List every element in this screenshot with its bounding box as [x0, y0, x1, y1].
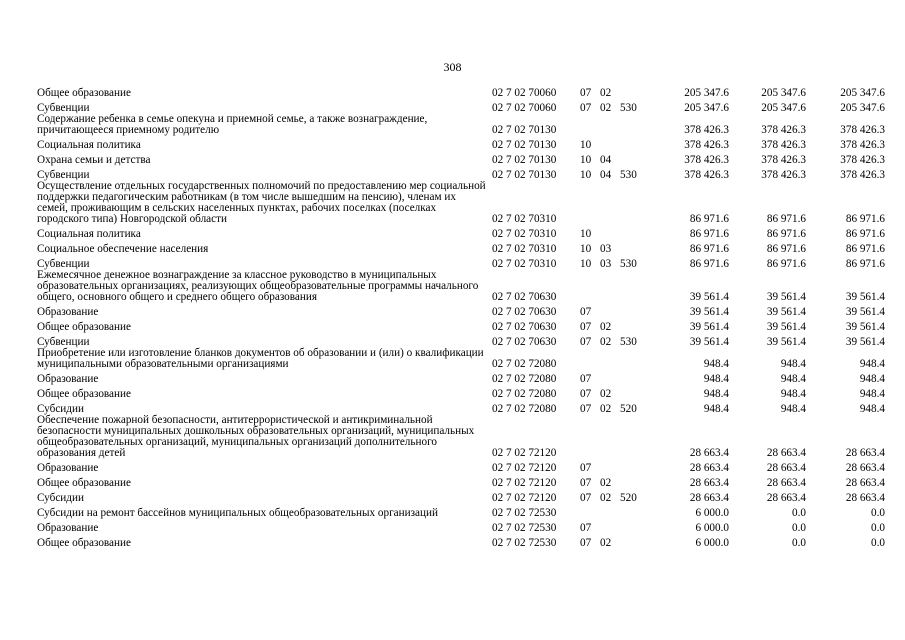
target-article-code: 02 7 02 70310 — [492, 243, 557, 255]
section-code: 07 — [580, 477, 592, 489]
subsection-code — [600, 225, 620, 240]
amount-year-1: 948.4 — [703, 373, 729, 385]
expense-type-code — [620, 114, 650, 136]
target-article-code: 02 7 02 70060 — [492, 87, 557, 99]
table-row — [37, 166, 885, 181]
section-code: 07 — [580, 373, 592, 385]
amount-year-2: 39 561.4 — [766, 321, 806, 333]
subsection-code: 02 — [600, 321, 612, 333]
subsection-code: 02 — [600, 537, 612, 549]
section-code: 07 — [580, 102, 592, 114]
row-name: Социальное обеспечение населения — [37, 243, 209, 255]
table-row — [37, 255, 885, 270]
expense-type-code: 520 — [620, 492, 637, 504]
amount-year-3: 205 347.6 — [840, 102, 885, 114]
table-row — [37, 114, 885, 136]
row-name: Общее образование — [37, 87, 131, 99]
table-row — [37, 333, 885, 348]
amount-year-2: 86 971.6 — [766, 228, 806, 240]
amount-year-1: 39 561.4 — [689, 336, 729, 348]
target-article-code: 02 7 02 70130 — [492, 124, 557, 136]
row-name: Обеспечение пожарной безопасности, антитеррористической и антикриминальной безопасности муниципальных дошкольных образовательных организаций, муниципальных общеобразовательных организаций, муниципальных организаций дополнительного образования детей — [37, 414, 475, 459]
row-name: Общее образование — [37, 388, 131, 400]
amount-year-2: 378 426.3 — [761, 139, 806, 151]
section-code — [580, 415, 600, 459]
amount-year-2: 378 426.3 — [761, 154, 806, 166]
expense-type-code — [620, 303, 650, 318]
expense-type-code — [620, 181, 650, 225]
section-code — [580, 270, 600, 303]
amount-year-3: 39 561.4 — [845, 306, 885, 318]
section-code: 10 — [580, 228, 592, 240]
row-name: Субвенции — [37, 258, 90, 270]
table-row — [37, 348, 885, 370]
table-row — [37, 459, 885, 474]
row-name: Ежемесячное денежное вознаграждение за классное руководство в муниципальных образовательных организациях, реализующих общеобразовательные программы начального общего, основного общего и среднего общего образования — [37, 269, 479, 303]
amount-year-1: 86 971.6 — [689, 213, 729, 225]
amount-year-1: 39 561.4 — [689, 291, 729, 303]
target-article-code: 02 7 02 72530 — [492, 507, 557, 519]
subsection-code: 04 — [600, 154, 612, 166]
expense-type-code — [620, 534, 650, 549]
amount-year-3: 28 663.4 — [845, 492, 885, 504]
amount-year-1: 205 347.6 — [684, 87, 729, 99]
target-article-code: 02 7 02 70130 — [492, 169, 557, 181]
amount-year-1: 378 426.3 — [684, 139, 729, 151]
amount-year-2: 86 971.6 — [766, 243, 806, 255]
row-name: Субвенции — [37, 336, 90, 348]
subsection-code — [600, 136, 620, 151]
expense-type-code — [620, 385, 650, 400]
expense-type-code — [620, 270, 650, 303]
table-row — [37, 151, 885, 166]
row-name: Образование — [37, 306, 99, 318]
amount-year-2: 39 561.4 — [766, 336, 806, 348]
expense-type-code — [620, 415, 650, 459]
amount-year-1: 6 000.0 — [695, 507, 729, 519]
amount-year-3: 28 663.4 — [845, 462, 885, 474]
amount-year-3: 948.4 — [859, 388, 885, 400]
expense-type-code — [620, 225, 650, 240]
row-name: Образование — [37, 522, 99, 534]
table-row — [37, 504, 885, 519]
target-article-code: 02 7 02 70630 — [492, 306, 557, 318]
section-code: 07 — [580, 522, 592, 534]
row-name: Субсидии на ремонт бассейнов муниципальных общеобразовательных организаций — [37, 507, 438, 519]
table-row — [37, 534, 885, 549]
target-article-code: 02 7 02 72080 — [492, 373, 557, 385]
row-name: Образование — [37, 462, 99, 474]
target-article-code: 02 7 02 70130 — [492, 154, 557, 166]
section-code: 07 — [580, 87, 592, 99]
amount-year-3: 205 347.6 — [840, 87, 885, 99]
target-article-code: 02 7 02 70310 — [492, 213, 557, 225]
expense-type-code — [620, 136, 650, 151]
amount-year-3: 28 663.4 — [845, 447, 885, 459]
section-code: 07 — [580, 336, 592, 348]
subsection-code — [600, 459, 620, 474]
subsection-code: 02 — [600, 102, 612, 114]
target-article-code: 02 7 02 72120 — [492, 477, 557, 489]
amount-year-2: 28 663.4 — [766, 462, 806, 474]
amount-year-2: 0.0 — [792, 522, 806, 534]
amount-year-1: 378 426.3 — [684, 154, 729, 166]
amount-year-1: 28 663.4 — [689, 492, 729, 504]
target-article-code: 02 7 02 70630 — [492, 291, 557, 303]
amount-year-3: 0.0 — [871, 522, 885, 534]
target-article-code: 02 7 02 72080 — [492, 388, 557, 400]
subsection-code — [600, 519, 620, 534]
table-row — [37, 136, 885, 151]
amount-year-3: 86 971.6 — [845, 228, 885, 240]
table-row — [37, 181, 885, 225]
subsection-code — [600, 415, 620, 459]
amount-year-2: 86 971.6 — [766, 213, 806, 225]
expense-type-code — [620, 474, 650, 489]
expense-type-code: 530 — [620, 169, 637, 181]
amount-year-1: 6 000.0 — [695, 537, 729, 549]
amount-year-3: 948.4 — [859, 358, 885, 370]
row-name: Субвенции — [37, 169, 90, 181]
subsection-code: 02 — [600, 403, 612, 415]
amount-year-1: 86 971.6 — [689, 243, 729, 255]
row-name: Приобретение или изготовление бланков документов об образовании и (или) о квалификации муниципальными образовательными организациями — [37, 347, 484, 370]
section-code: 10 — [580, 243, 592, 255]
amount-year-2: 205 347.6 — [761, 87, 806, 99]
amount-year-1: 948.4 — [703, 388, 729, 400]
amount-year-2: 28 663.4 — [766, 447, 806, 459]
target-article-code: 02 7 02 72080 — [492, 403, 557, 415]
section-code: 10 — [580, 154, 592, 166]
expense-type-code — [620, 151, 650, 166]
amount-year-2: 948.4 — [780, 373, 806, 385]
target-article-code: 02 7 02 70310 — [492, 228, 557, 240]
table-row — [37, 385, 885, 400]
subsection-code: 02 — [600, 336, 612, 348]
amount-year-1: 378 426.3 — [684, 124, 729, 136]
amount-year-2: 86 971.6 — [766, 258, 806, 270]
target-article-code: 02 7 02 70130 — [492, 139, 557, 151]
expense-type-code — [620, 318, 650, 333]
subsection-code: 03 — [600, 258, 612, 270]
section-code: 07 — [580, 388, 592, 400]
amount-year-3: 378 426.3 — [840, 139, 885, 151]
expense-type-code — [620, 504, 650, 519]
amount-year-1: 28 663.4 — [689, 477, 729, 489]
section-code: 10 — [580, 139, 592, 151]
amount-year-3: 28 663.4 — [845, 477, 885, 489]
section-code: 07 — [580, 321, 592, 333]
expense-type-code: 520 — [620, 403, 637, 415]
section-code: 10 — [580, 169, 592, 181]
expense-type-code — [620, 348, 650, 370]
amount-year-1: 378 426.3 — [684, 169, 729, 181]
amount-year-2: 28 663.4 — [766, 492, 806, 504]
row-name: Образование — [37, 373, 99, 385]
amount-year-1: 28 663.4 — [689, 462, 729, 474]
amount-year-1: 6 000.0 — [695, 522, 729, 534]
subsection-code — [600, 270, 620, 303]
row-name: Социальная политика — [37, 228, 141, 240]
subsection-code: 03 — [600, 243, 612, 255]
amount-year-2: 205 347.6 — [761, 102, 806, 114]
row-name: Субсидии — [37, 403, 84, 415]
amount-year-3: 39 561.4 — [845, 321, 885, 333]
section-code — [580, 181, 600, 225]
table-row — [37, 489, 885, 504]
row-name: Субвенции — [37, 102, 90, 114]
row-name: Общее образование — [37, 537, 131, 549]
amount-year-3: 39 561.4 — [845, 336, 885, 348]
table-row — [37, 318, 885, 333]
subsection-code: 02 — [600, 388, 612, 400]
amount-year-3: 948.4 — [859, 403, 885, 415]
expense-type-code — [620, 459, 650, 474]
amount-year-2: 28 663.4 — [766, 477, 806, 489]
row-name: Осуществление отдельных государственных полномочий по предоставлению мер социальной поддержки педагогическим работникам (в том числе вышедшим на пенсию), членам их семей, проживающим в сельских населенных пунктах, рабочих поселках (поселках городского типа) Новгородской области — [37, 180, 486, 225]
subsection-code — [600, 504, 620, 519]
amount-year-2: 948.4 — [780, 358, 806, 370]
amount-year-3: 378 426.3 — [840, 124, 885, 136]
table-row — [37, 225, 885, 240]
table-row — [37, 84, 885, 99]
amount-year-3: 86 971.6 — [845, 258, 885, 270]
amount-year-2: 39 561.4 — [766, 291, 806, 303]
amount-year-1: 39 561.4 — [689, 321, 729, 333]
subsection-code — [600, 370, 620, 385]
table-row — [37, 303, 885, 318]
row-name: Охрана семьи и детства — [37, 154, 151, 166]
amount-year-3: 378 426.3 — [840, 169, 885, 181]
amount-year-2: 948.4 — [780, 403, 806, 415]
row-name: Общее образование — [37, 321, 131, 333]
budget-rows — [37, 84, 885, 549]
amount-year-1: 86 971.6 — [689, 258, 729, 270]
section-code — [580, 114, 600, 136]
amount-year-3: 86 971.6 — [845, 243, 885, 255]
expense-type-code — [620, 370, 650, 385]
amount-year-2: 0.0 — [792, 507, 806, 519]
target-article-code: 02 7 02 72120 — [492, 492, 557, 504]
section-code: 07 — [580, 492, 592, 504]
target-article-code: 02 7 02 72530 — [492, 537, 557, 549]
amount-year-2: 39 561.4 — [766, 306, 806, 318]
expense-type-code — [620, 519, 650, 534]
amount-year-2: 378 426.3 — [761, 169, 806, 181]
row-name: Общее образование — [37, 477, 131, 489]
target-article-code: 02 7 02 72080 — [492, 358, 557, 370]
amount-year-3: 0.0 — [871, 507, 885, 519]
section-code — [580, 504, 600, 519]
table-row — [37, 240, 885, 255]
target-article-code: 02 7 02 70060 — [492, 102, 557, 114]
row-name: Содержание ребенка в семье опекуна и приемной семье, а также вознаграждение, причитающееся приемному родителю — [37, 113, 428, 136]
amount-year-1: 205 347.6 — [684, 102, 729, 114]
amount-year-3: 0.0 — [871, 537, 885, 549]
subsection-code: 02 — [600, 492, 612, 504]
expense-type-code: 530 — [620, 258, 637, 270]
row-name: Социальная политика — [37, 139, 141, 151]
section-code: 07 — [580, 462, 592, 474]
section-code: 07 — [580, 403, 592, 415]
target-article-code: 02 7 02 72120 — [492, 447, 557, 459]
amount-year-3: 39 561.4 — [845, 291, 885, 303]
subsection-code — [600, 348, 620, 370]
target-article-code: 02 7 02 70630 — [492, 321, 557, 333]
amount-year-1: 948.4 — [703, 403, 729, 415]
amount-year-2: 948.4 — [780, 388, 806, 400]
subsection-code: 04 — [600, 169, 612, 181]
amount-year-2: 0.0 — [792, 537, 806, 549]
table-row — [37, 370, 885, 385]
expense-type-code — [620, 240, 650, 255]
amount-year-3: 948.4 — [859, 373, 885, 385]
budget-table — [37, 84, 885, 549]
amount-year-3: 86 971.6 — [845, 213, 885, 225]
section-code — [580, 348, 600, 370]
expense-type-code: 530 — [620, 336, 637, 348]
target-article-code: 02 7 02 72120 — [492, 462, 557, 474]
amount-year-3: 378 426.3 — [840, 154, 885, 166]
target-article-code: 02 7 02 70310 — [492, 258, 557, 270]
section-code: 07 — [580, 537, 592, 549]
expense-type-code: 530 — [620, 102, 637, 114]
table-row — [37, 400, 885, 415]
table-row — [37, 99, 885, 114]
subsection-code: 02 — [600, 477, 612, 489]
target-article-code: 02 7 02 72530 — [492, 522, 557, 534]
amount-year-1: 86 971.6 — [689, 228, 729, 240]
amount-year-1: 948.4 — [703, 358, 729, 370]
table-row — [37, 270, 885, 303]
amount-year-1: 39 561.4 — [689, 306, 729, 318]
subsection-code — [600, 303, 620, 318]
table-row — [37, 415, 885, 459]
section-code: 07 — [580, 306, 592, 318]
amount-year-1: 28 663.4 — [689, 447, 729, 459]
amount-year-2: 378 426.3 — [761, 124, 806, 136]
target-article-code: 02 7 02 70630 — [492, 336, 557, 348]
subsection-code — [600, 181, 620, 225]
table-row — [37, 519, 885, 534]
section-code: 10 — [580, 258, 592, 270]
table-row — [37, 474, 885, 489]
page-number: 308 — [443, 60, 462, 74]
row-name: Субсидии — [37, 492, 84, 504]
subsection-code — [600, 114, 620, 136]
subsection-code: 02 — [600, 87, 612, 99]
expense-type-code — [620, 84, 650, 99]
